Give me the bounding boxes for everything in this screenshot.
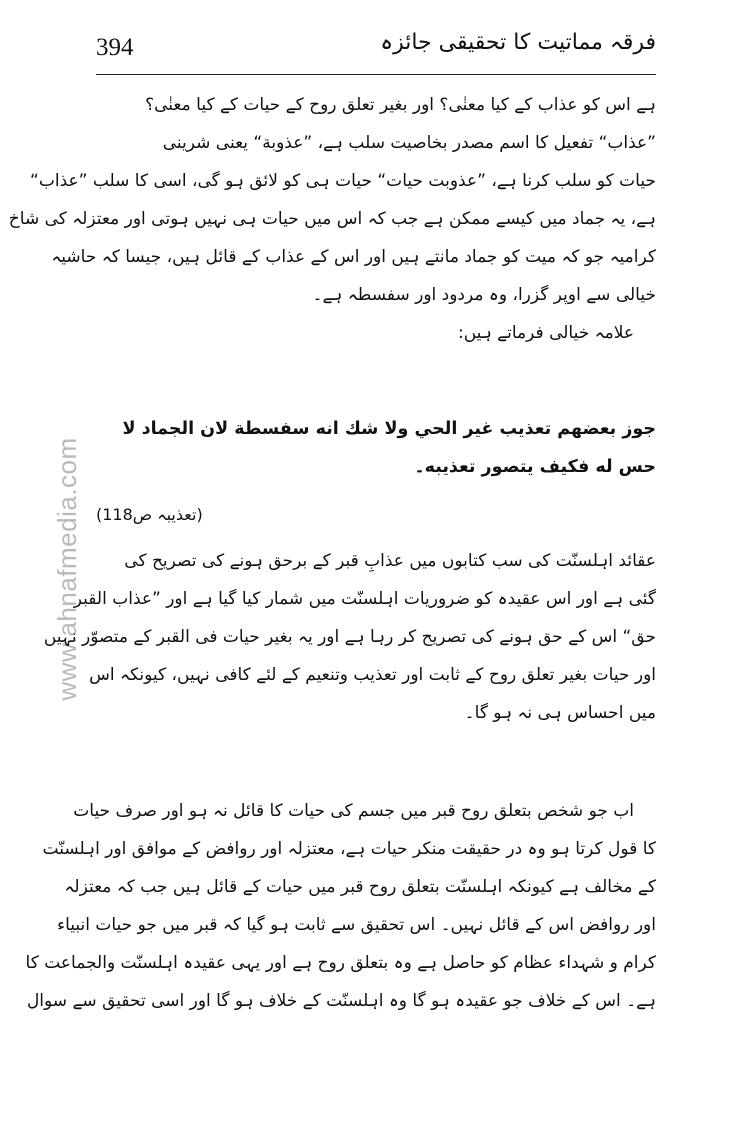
citation: (تعذیبہ ص118) bbox=[96, 505, 203, 524]
paragraph-block-1 bbox=[8, 86, 656, 352]
text-line: کرامیہ جو کہ میت کو جماد مانتے ہیں اور اس کے عذاب کے قائل ہیں، جیسا کہ حاشیہ bbox=[51, 247, 656, 267]
page-number: 394 bbox=[96, 34, 134, 61]
quote-line: جوز بعضهم تعذيب غير الحي ولا شك انه سفسطة لان الجماد لا bbox=[122, 419, 656, 439]
arabic-quote bbox=[96, 410, 656, 486]
text-line: اور حیات بغیر تعلق روح کے ثابت اور تعذیب وتنعیم کے لئے کافی نہیں، کیونکہ اس bbox=[89, 665, 656, 685]
watermark: www.ahnafmedia.com bbox=[52, 437, 82, 701]
header-divider bbox=[96, 74, 656, 75]
text-line: ہے اس کو عذاب کے کیا معنٰی؟ اور بغیر تعلق روح کے حیات کے کیا معنٰی؟ bbox=[145, 95, 656, 115]
text-line: اور روافض اس کے قائل نہیں۔ اس تحقیق سے ثابت ہو گیا کہ قبر میں جو حیات انبیاء bbox=[57, 915, 656, 935]
text-line: حق“ اس کے حق ہونے کی تصریح کر رہا ہے اور یہ بغیر حیات فی القبر کے متصوّر نہیں bbox=[43, 627, 656, 647]
text-line: عقائد اہلسنّت کی سب کتابوں میں عذابِ قبر کے برحق ہونے کی تصریح کی bbox=[124, 551, 656, 571]
book-title: فرقہ مماتیت کا تحقیقی جائزہ bbox=[380, 30, 656, 55]
text-line: ہے۔ اس کے خلاف جو عقیدہ ہو گا وہ اہلسنّت کے خلاف ہو گا اور اسی تحقیق سے سوال bbox=[26, 991, 656, 1011]
paragraph-block-3 bbox=[25, 792, 656, 1020]
text-line: گئی ہے اور اس عقیدہ کو ضروریات اہلسنّت میں شمار کیا گیا ہے اور ”عذاب القبر bbox=[73, 589, 656, 609]
text-line: میں احساس ہی نہ ہو گا۔ bbox=[464, 703, 656, 723]
text-line: حیات کو سلب کرنا ہے، ”عذوبت حیات“ حیات ہی کو لائق ہو گی، اسی کا سلب ”عذاب“ bbox=[30, 171, 656, 191]
text-line: ”عذاب“ تفعیل کا اسم مصدر بخاصیت سلب ہے، ”عذوبة“ یعنی شرینی bbox=[162, 133, 656, 153]
text-line: ہے، یہ جماد میں کیسے ممکن ہے جب کہ اس میں حیات ہی نہیں ہوتی اور معتزلہ کی شاخ bbox=[8, 209, 656, 229]
text-line: کرام و شہداء عظام کو حاصل ہے وہ بتعلق روح ہے اور یہی عقیدہ اہلسنّت والجماعت کا bbox=[25, 953, 656, 973]
page-header bbox=[96, 28, 656, 68]
text-line: علامہ خیالی فرماتے ہیں: bbox=[458, 323, 634, 343]
text-line: کے مخالف ہے کیونکہ اہلسنّت بتعلق روح قبر میں حیات کے قائل ہیں جب کہ معتزلہ bbox=[64, 877, 656, 897]
text-line: خیالی سے اوپر گزرا، وہ مردود اور سفسطہ ہے۔ bbox=[312, 285, 656, 305]
text-line: اب جو شخص بتعلق روح قبر میں جسم کی حیات کا قائل نہ ہو اور صرف حیات bbox=[73, 801, 634, 821]
quote-line: حس له فكيف يتصور تعذيبه۔ bbox=[414, 457, 656, 477]
text-line: کا قول کرتا ہو وہ در حقیقت منکر حیات ہے، معتزلہ اور روافض کے موافق اور اہلسنّت bbox=[42, 839, 656, 859]
